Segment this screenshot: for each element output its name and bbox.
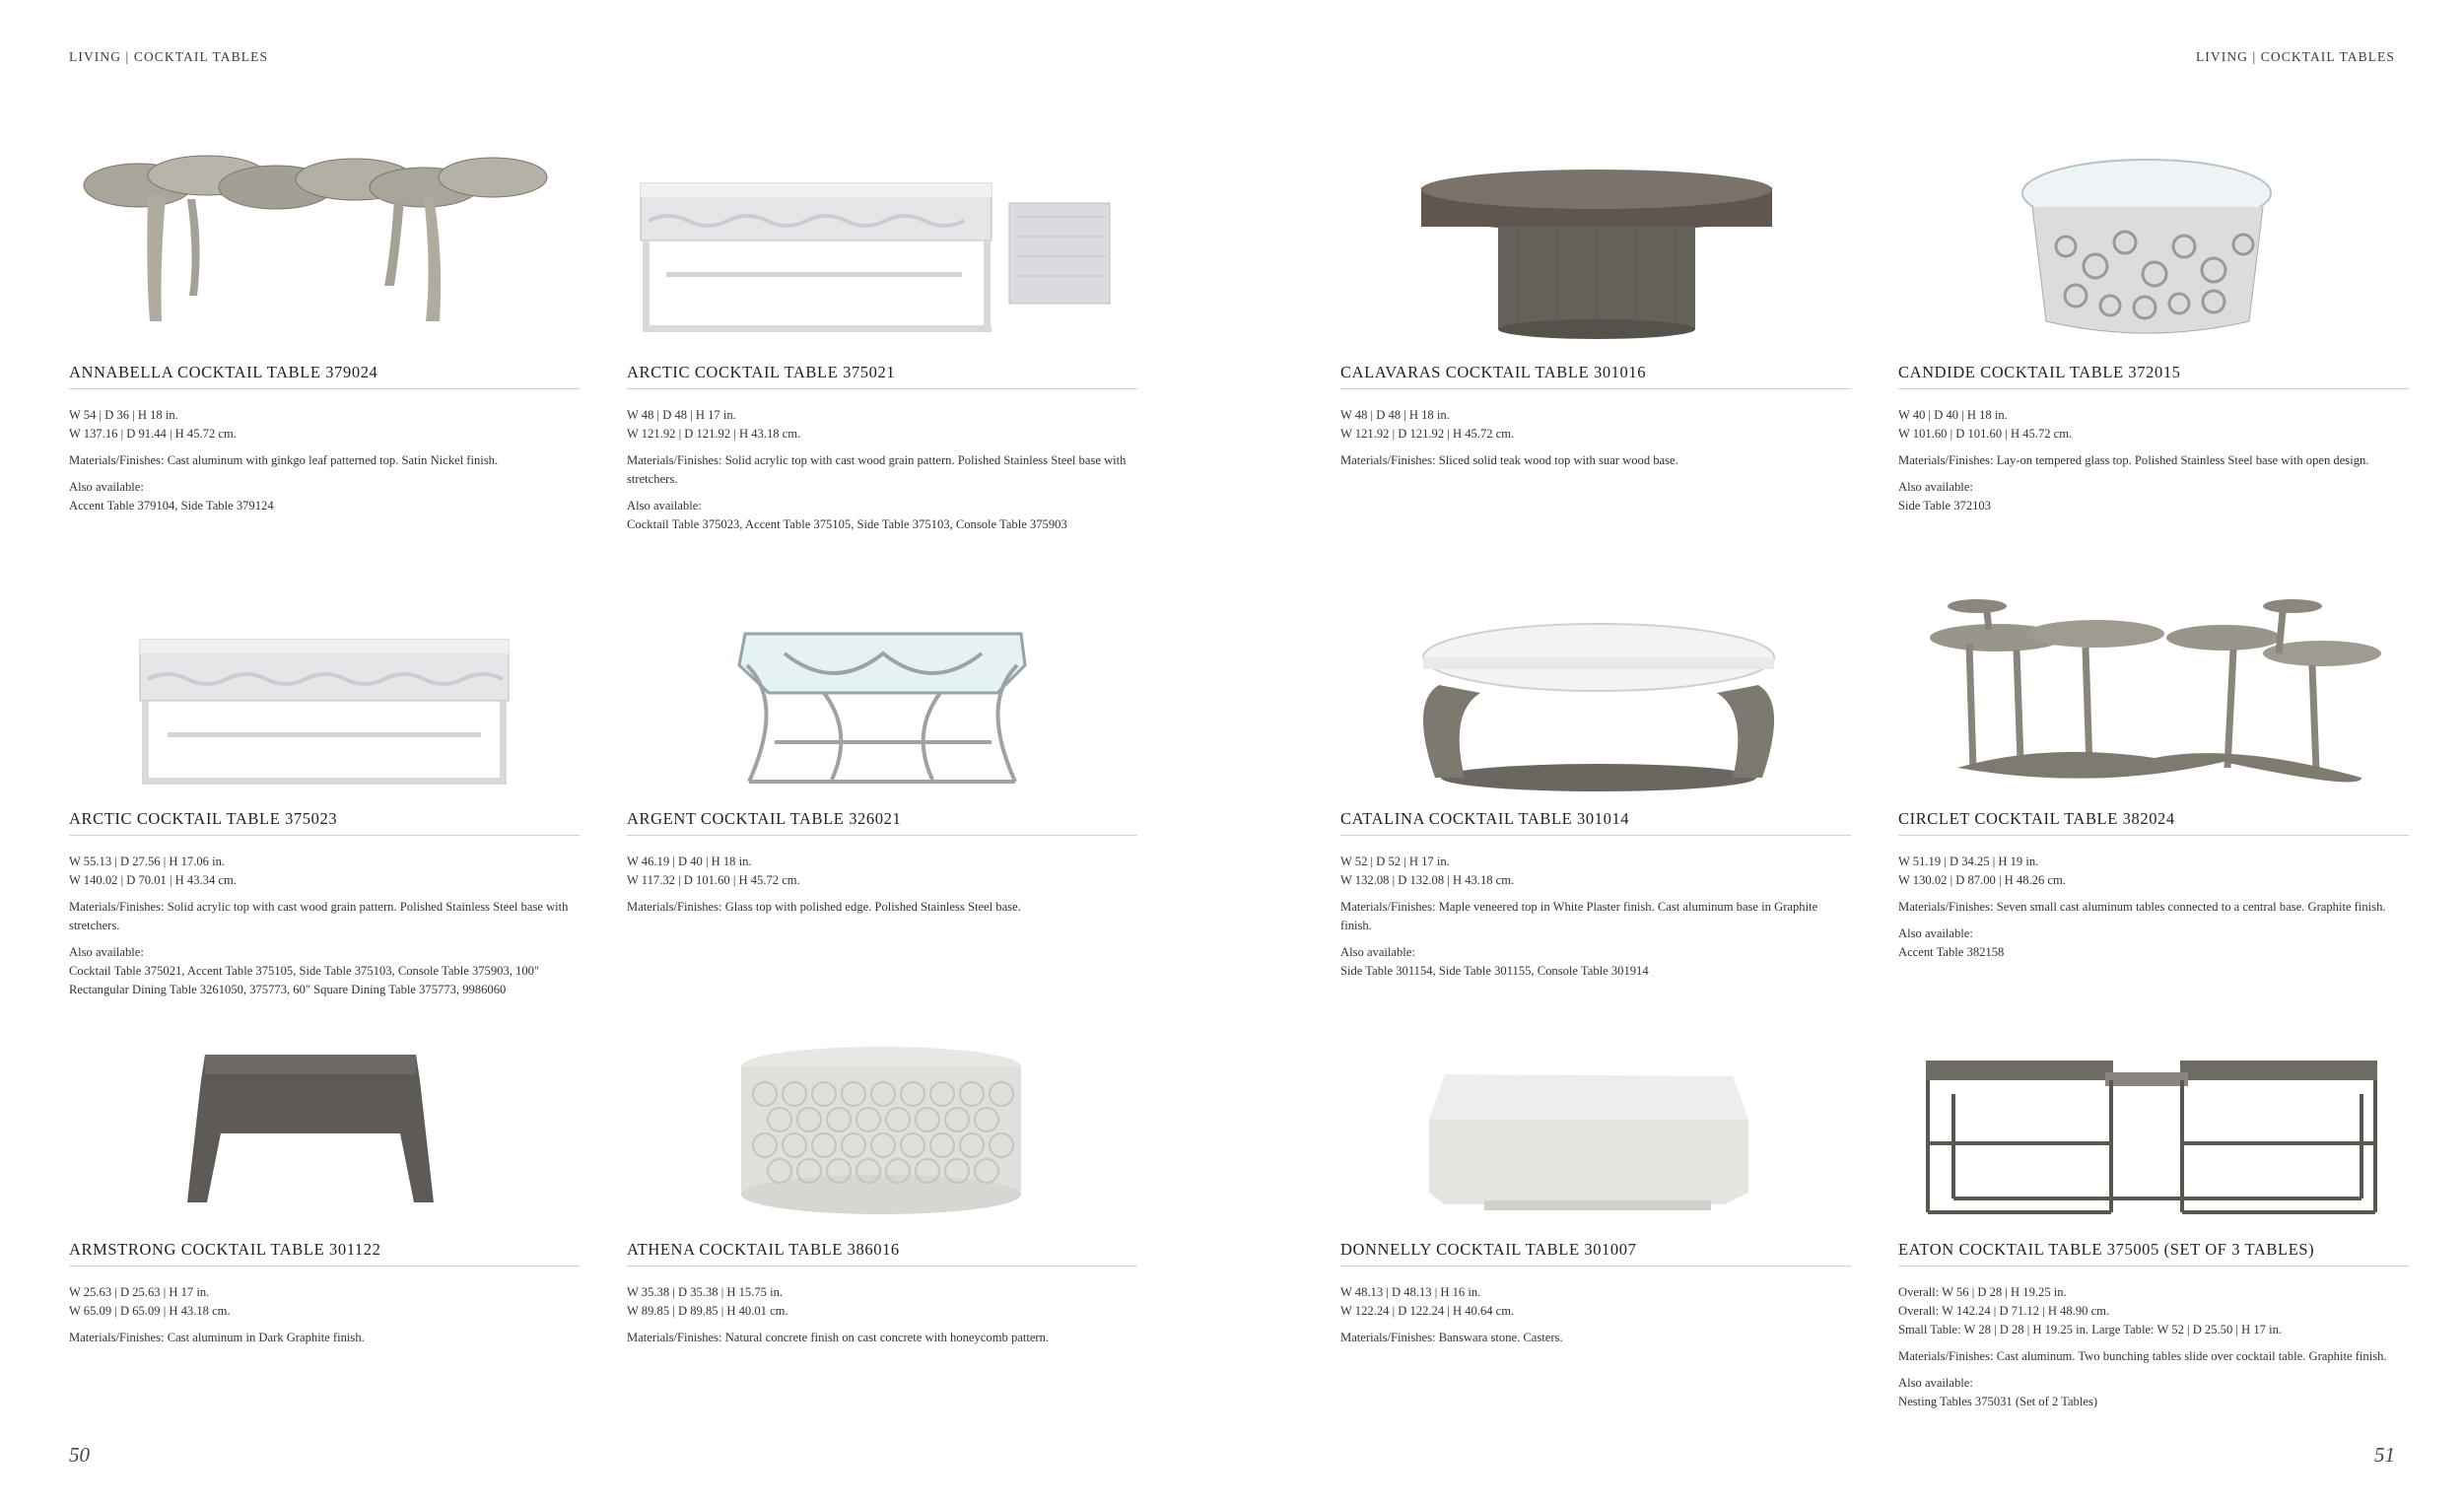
dimension-line: W 121.92 | D 121.92 | H 43.18 cm.: [627, 427, 801, 441]
hexagon-glass-table-illustration: [627, 594, 1137, 811]
product-materials: Materials/Finishes: Banswara stone. Casters.: [1340, 1331, 1563, 1344]
dimension-line: W 55.13 | D 27.56 | H 17.06 in.: [69, 855, 226, 868]
also-available: [69, 943, 580, 999]
product-image-eaton: [1898, 1025, 2409, 1242]
running-header-left: LIVING | COCKTAIL TABLES: [69, 49, 269, 64]
product-dimensions: [69, 406, 580, 444]
dimension-line: W 48 | D 48 | H 18 in.: [1340, 408, 1450, 422]
dimension-line: W 54 | D 36 | H 18 in.: [69, 408, 178, 422]
product-materials: Materials/Finishes: Cast aluminum with ginkgo leaf patterned top. Satin Nickel finish.: [69, 453, 499, 467]
product-materials: Materials/Finishes: Cast aluminum. Two bunching tables slide over cocktail table. Graphite finish.: [1898, 1349, 2387, 1363]
also-available-list: Accent Table 379104, Side Table 379124: [69, 499, 274, 513]
product-name: ARGENT COCKTAIL TABLE 326021: [627, 809, 1137, 836]
product-materials: Materials/Finishes: Sliced solid teak wood top with suar wood base.: [1340, 453, 1678, 467]
product-dimensions: [627, 1283, 1137, 1321]
product-dimensions: [627, 853, 1137, 890]
product-name: ARCTIC COCKTAIL TABLE 375021: [627, 363, 1137, 389]
dimension-line: W 101.60 | D 101.60 | H 45.72 cm.: [1898, 427, 2073, 441]
also-available: [69, 478, 580, 515]
also-available-list: Side Table 372103: [1898, 499, 1992, 513]
glass-drum-table-illustration: [1898, 148, 2409, 365]
product-materials: Materials/Finishes: Maple veneered top in White Plaster finish. Cast aluminum base in Graphite finish.: [1340, 900, 1818, 932]
product-name: CANDIDE COCKTAIL TABLE 372015: [1898, 363, 2409, 389]
also-available-label: Also available:: [1340, 945, 1415, 959]
running-header-right: LIVING | COCKTAIL TABLES: [2195, 49, 2395, 64]
product-image-argent: [627, 594, 1137, 811]
product-image-arctic-375023: [69, 594, 580, 811]
product-dimensions: [1898, 1283, 2409, 1339]
product-details: [1340, 853, 1851, 989]
leaf-table-illustration: [69, 148, 580, 365]
also-available-label: Also available:: [627, 499, 702, 513]
product-materials: Materials/Finishes: Cast aluminum in Dark Graphite finish.: [69, 1331, 365, 1344]
dimension-line: W 132.08 | D 132.08 | H 43.18 cm.: [1340, 873, 1515, 887]
product-dimensions: [627, 406, 1137, 444]
also-available-list: Side Table 301154, Side Table 301155, Console Table 301914: [1340, 964, 1649, 978]
product-details: [69, 406, 580, 523]
product-materials: Materials/Finishes: Solid acrylic top with cast wood grain pattern. Polished Stainless Steel base with stretchers.: [69, 900, 569, 932]
page-number-left: 50: [69, 1443, 90, 1467]
product-name: ARCTIC COCKTAIL TABLE 375023: [69, 809, 580, 836]
product-dimensions: [69, 853, 580, 890]
product-name: ARMSTRONG COCKTAIL TABLE 301122: [69, 1240, 580, 1266]
product-details: [1898, 1283, 2409, 1419]
product-image-circlet: [1898, 594, 2409, 811]
product-details: [69, 1283, 580, 1355]
product-image-annabella: [69, 148, 580, 365]
stone-block-table-illustration: [1340, 1025, 1851, 1242]
also-available-label: Also available:: [1898, 1376, 1973, 1390]
product-image-catalina: [1340, 594, 1851, 811]
product-dimensions: [1340, 406, 1851, 444]
product-name: ATHENA COCKTAIL TABLE 386016: [627, 1240, 1137, 1266]
dimension-line: W 40 | D 40 | H 18 in.: [1898, 408, 2008, 422]
wood-drum-table-illustration: [1340, 148, 1851, 365]
product-materials: Materials/Finishes: Solid acrylic top with cast wood grain pattern. Polished Stainless Steel base with stretchers.: [627, 453, 1127, 486]
product-image-athena: [627, 1025, 1137, 1242]
product-details: [1898, 853, 2409, 970]
dimension-line: W 48 | D 48 | H 17 in.: [627, 408, 736, 422]
product-details: [627, 406, 1137, 542]
dark-graphite-table-illustration: [69, 1025, 580, 1242]
page-number-right: 51: [2374, 1443, 2395, 1467]
product-name: CATALINA COCKTAIL TABLE 301014: [1340, 809, 1851, 836]
product-materials: Materials/Finishes: Glass top with polished edge. Polished Stainless Steel base.: [627, 900, 1021, 914]
product-details: [627, 1283, 1137, 1355]
product-details: [69, 853, 580, 1007]
dimension-line: W 51.19 | D 34.25 | H 19 in.: [1898, 855, 2039, 868]
also-available-label: Also available:: [69, 480, 144, 494]
product-dimensions: [1340, 1283, 1851, 1321]
product-image-donnelly: [1340, 1025, 1851, 1242]
also-available-list: Cocktail Table 375021, Accent Table 375105, Side Table 375103, Console Table 375903, 100" Rectangular Dining Table 3261050, 375773, 60" Square Dining Table 375773, 9986060: [69, 964, 540, 996]
dimension-line: W 89.85 | D 89.85 | H 40.01 cm.: [627, 1304, 788, 1318]
product-dimensions: [1898, 853, 2409, 890]
product-name: CALAVARAS COCKTAIL TABLE 301016: [1340, 363, 1851, 389]
product-details: [1340, 1283, 1851, 1355]
product-image-armstrong: [69, 1025, 580, 1242]
dimension-line: W 35.38 | D 35.38 | H 15.75 in.: [627, 1285, 784, 1299]
dimension-line: Overall: W 142.24 | D 71.12 | H 48.90 cm.: [1898, 1304, 2110, 1318]
also-available: [1898, 478, 2409, 515]
acrylic-table-illustration: [69, 594, 580, 811]
dimension-line: W 25.63 | D 25.63 | H 17 in.: [69, 1285, 210, 1299]
white-top-table-illustration: [1340, 594, 1851, 811]
also-available-label: Also available:: [69, 945, 144, 959]
also-available-label: Also available:: [1898, 480, 1973, 494]
dimension-line: W 52 | D 52 | H 17 in.: [1340, 855, 1450, 868]
dimension-line: W 46.19 | D 40 | H 18 in.: [627, 855, 752, 868]
product-details: [1340, 406, 1851, 478]
also-available: [627, 497, 1137, 534]
product-dimensions: [1898, 406, 2409, 444]
product-image-arctic-375021: [627, 148, 1137, 365]
product-details: [1898, 406, 2409, 523]
also-available-list: Cocktail Table 375023, Accent Table 375105, Side Table 375103, Console Table 375903: [627, 517, 1067, 531]
product-image-calavaras: [1340, 148, 1851, 365]
product-materials: Materials/Finishes: Lay-on tempered glass top. Polished Stainless Steel base with open design.: [1898, 453, 2369, 467]
dimension-line: W 137.16 | D 91.44 | H 45.72 cm.: [69, 427, 237, 441]
dimension-line: Overall: W 56 | D 28 | H 19.25 in.: [1898, 1285, 2067, 1299]
product-image-candide: [1898, 148, 2409, 365]
product-name: EATON COCKTAIL TABLE 375005 (SET OF 3 TABLES): [1898, 1240, 2409, 1266]
product-materials: Materials/Finishes: Seven small cast aluminum tables connected to a central base. Graphite finish.: [1898, 900, 2386, 914]
product-name: CIRCLET COCKTAIL TABLE 382024: [1898, 809, 2409, 836]
acrylic-table-illustration: [627, 148, 1137, 365]
also-available-list: Nesting Tables 375031 (Set of 2 Tables): [1898, 1395, 2098, 1408]
product-name: DONNELLY COCKTAIL TABLE 301007: [1340, 1240, 1851, 1266]
dimension-line: W 48.13 | D 48.13 | H 16 in.: [1340, 1285, 1481, 1299]
also-available-list: Accent Table 382158: [1898, 945, 2005, 959]
dimension-line: Small Table: W 28 | D 28 | H 19.25 in. Large Table: W 52 | D 25.50 | H 17 in.: [1898, 1323, 2283, 1336]
also-available-label: Also available:: [1898, 926, 1973, 940]
dimension-line: W 130.02 | D 87.00 | H 48.26 cm.: [1898, 873, 2066, 887]
dimension-line: W 140.02 | D 70.01 | H 43.34 cm.: [69, 873, 237, 887]
product-details: [627, 853, 1137, 924]
also-available: [1898, 1374, 2409, 1411]
product-materials: Materials/Finishes: Natural concrete finish on cast concrete with honeycomb pattern.: [627, 1331, 1050, 1344]
bunching-tables-illustration: [1898, 1025, 2409, 1242]
dimension-line: W 122.24 | D 122.24 | H 40.64 cm.: [1340, 1304, 1515, 1318]
product-dimensions: [1340, 853, 1851, 890]
dimension-line: W 121.92 | D 121.92 | H 45.72 cm.: [1340, 427, 1515, 441]
dimension-line: W 65.09 | D 65.09 | H 43.18 cm.: [69, 1304, 231, 1318]
product-name: ANNABELLA COCKTAIL TABLE 379024: [69, 363, 580, 389]
also-available: [1898, 924, 2409, 962]
honeycomb-concrete-table-illustration: [627, 1025, 1137, 1242]
multi-disc-table-illustration: [1898, 594, 2409, 811]
dimension-line: W 117.32 | D 101.60 | H 45.72 cm.: [627, 873, 800, 887]
product-dimensions: [69, 1283, 580, 1321]
also-available: [1340, 943, 1851, 981]
